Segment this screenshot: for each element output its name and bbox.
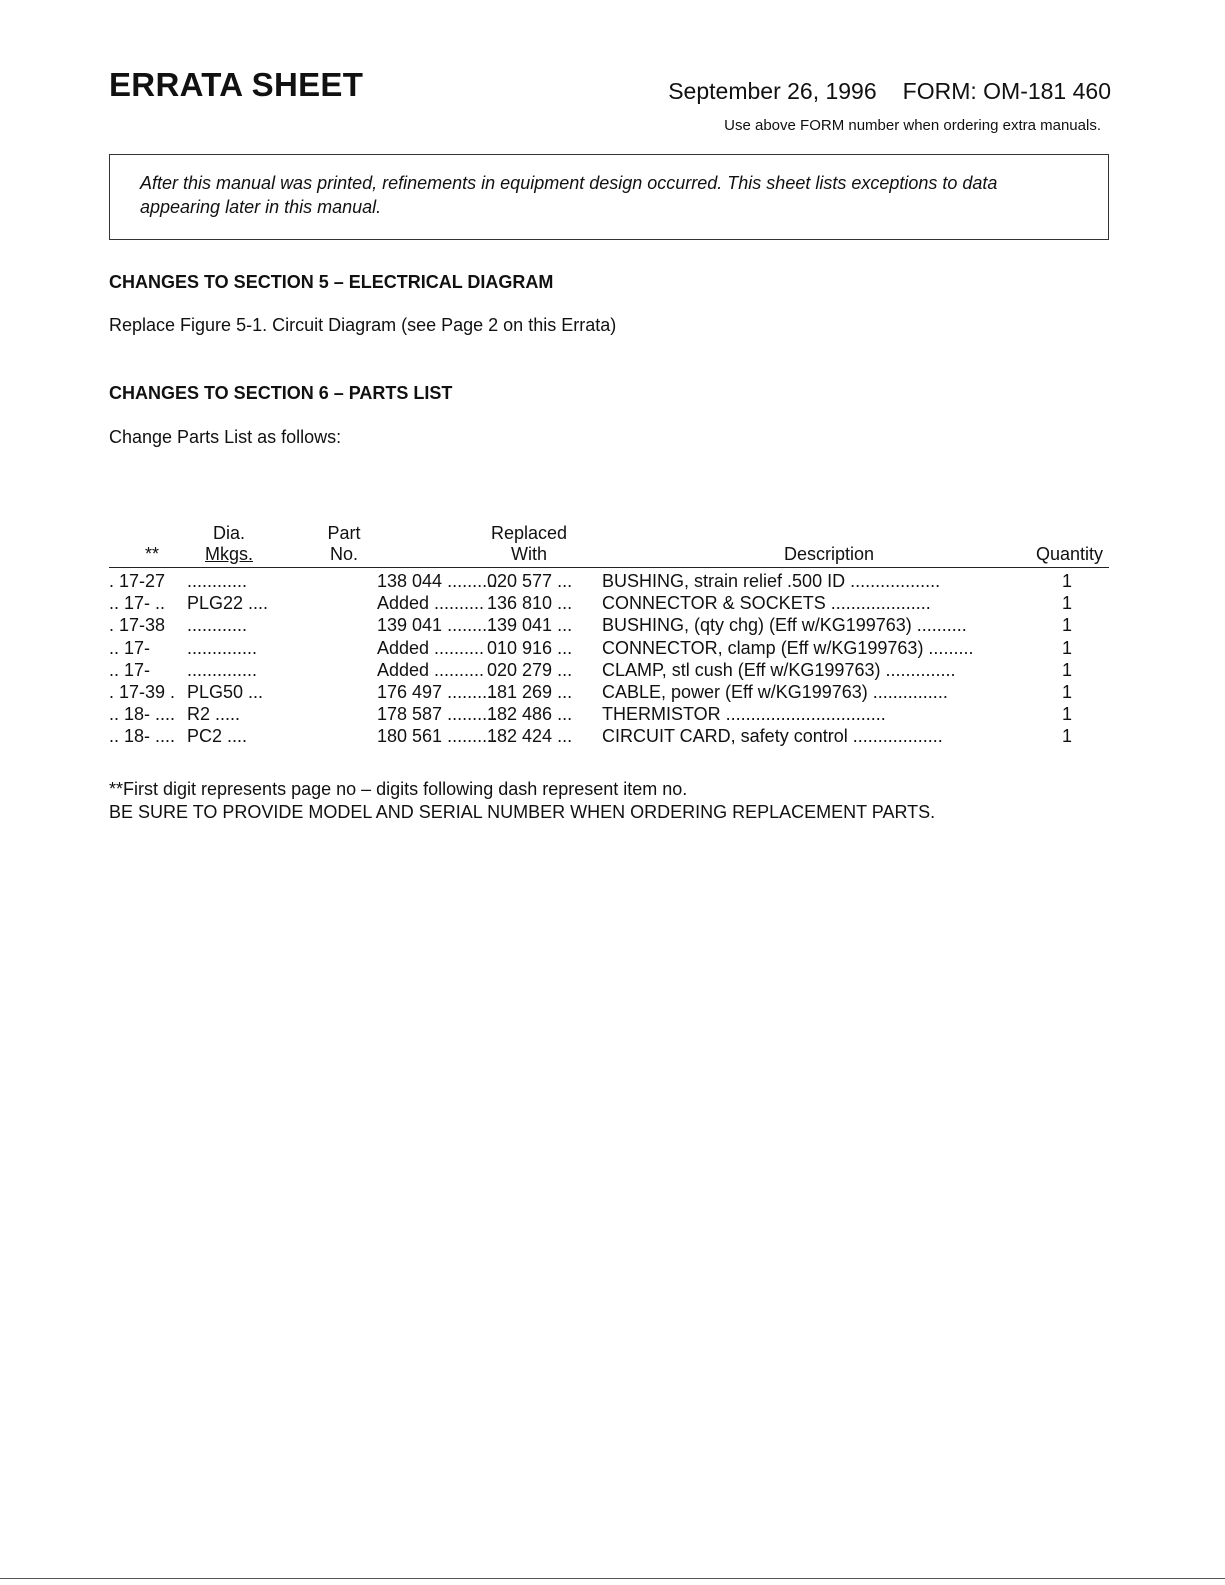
parts-table bbox=[109, 522, 1109, 748]
row-part-no: 176 497 .......... bbox=[377, 681, 498, 702]
section5-heading: CHANGES TO SECTION 5 – ELECTRICAL DIAGRAM bbox=[109, 272, 554, 292]
row-quantity: 1 bbox=[1062, 615, 1073, 636]
row-part-no: 138 044 .......... bbox=[377, 571, 498, 591]
row-description: CIRCUIT CARD, safety control .................. bbox=[602, 726, 943, 747]
table-row bbox=[109, 681, 1109, 703]
row-item: .. 17- bbox=[109, 659, 151, 680]
section5-text: Replace Figure 5-1. Circuit Diagram (see Page 2 on this Errata) bbox=[109, 315, 617, 335]
section6-text: Change Parts List as follows: bbox=[109, 427, 342, 447]
footnote-ordering-notice: BE SURE TO PROVIDE MODEL AND SERIAL NUMBER WHEN ORDERING REPLACEMENT PARTS. bbox=[109, 802, 936, 822]
row-quantity: 1 bbox=[1062, 659, 1073, 680]
header-dia-line2: Mkgs. bbox=[204, 544, 253, 564]
document-date: September 26, 1996 bbox=[668, 78, 877, 104]
row-part-no: Added .......... bbox=[377, 637, 485, 658]
header-replaced-with bbox=[474, 523, 584, 565]
row-quantity: 1 bbox=[1062, 637, 1073, 658]
row-item: .. 17- bbox=[109, 637, 151, 658]
header-part-no bbox=[304, 523, 384, 565]
row-description: BUSHING, (qty chg) (Eff w/KG199763) .......... bbox=[602, 615, 967, 636]
row-quantity: 1 bbox=[1062, 593, 1073, 614]
row-dia-mkgs: ............ bbox=[187, 615, 248, 636]
row-quantity: 1 bbox=[1062, 571, 1073, 591]
header-dia-line1: Dia. bbox=[212, 523, 245, 543]
parts-table-header bbox=[109, 522, 1109, 568]
footnotes bbox=[109, 778, 935, 824]
row-replaced-with: 010 916 ... bbox=[487, 637, 573, 658]
header-description: Description bbox=[783, 544, 875, 564]
row-quantity: 1 bbox=[1062, 681, 1073, 702]
row-replaced-with: 181 269 ... bbox=[487, 681, 573, 702]
row-description: CONNECTOR & SOCKETS .................... bbox=[602, 593, 931, 614]
row-item: . 17-39 . bbox=[109, 681, 176, 702]
parts-table-body bbox=[109, 568, 1109, 748]
page-bottom-rule bbox=[0, 1578, 1225, 1579]
header-part-line1: Part bbox=[327, 523, 361, 543]
row-description: BUSHING, strain relief .500 ID .................. bbox=[602, 571, 941, 591]
table-row bbox=[109, 637, 1109, 659]
row-replaced-with: 020 279 ... bbox=[487, 659, 573, 680]
table-row bbox=[109, 703, 1109, 725]
row-quantity: 1 bbox=[1062, 704, 1073, 725]
row-dia-mkgs: ............ bbox=[187, 571, 248, 591]
page-title: ERRATA SHEET bbox=[109, 66, 364, 103]
row-dia-mkgs: .............. bbox=[187, 637, 258, 658]
row-dia-mkgs: PLG50 ... bbox=[187, 681, 264, 702]
header-quantity: Quantity bbox=[1035, 544, 1103, 564]
row-description: THERMISTOR ................................ bbox=[602, 704, 886, 725]
row-replaced-with: 182 486 ... bbox=[487, 704, 573, 725]
header-meta bbox=[668, 78, 1111, 105]
row-dia-mkgs: .............. bbox=[187, 659, 258, 680]
table-row bbox=[109, 570, 1109, 592]
row-item: . 17-38 bbox=[109, 615, 166, 636]
row-part-no: 180 561 .......... bbox=[377, 726, 498, 747]
form-number: FORM: OM-181 460 bbox=[902, 78, 1111, 104]
section6-heading: CHANGES TO SECTION 6 – PARTS LIST bbox=[109, 383, 453, 403]
row-dia-mkgs: PC2 .... bbox=[187, 726, 248, 747]
header-replaced-line2: With bbox=[511, 544, 547, 564]
row-part-no: 139 041 .......... bbox=[377, 615, 498, 636]
row-item: .. 18- .... bbox=[109, 704, 176, 725]
row-description: CABLE, power (Eff w/KG199763) ............... bbox=[602, 681, 948, 702]
row-replaced-with: 182 424 ... bbox=[487, 726, 573, 747]
notice-box bbox=[109, 154, 1109, 240]
notice-text: After this manual was printed, refinements in equipment design occurred. This sheet lists exceptions to data appearing later in this manual. bbox=[140, 173, 998, 217]
row-replaced-with: 136 810 ... bbox=[487, 593, 573, 614]
row-dia-mkgs: R2 ..... bbox=[187, 704, 241, 725]
form-number-note: Use above FORM number when ordering extra manuals. bbox=[724, 117, 1101, 134]
row-part-no: Added .......... bbox=[377, 659, 485, 680]
footnote-item-numbering: **First digit represents page no – digits following dash represent item no. bbox=[109, 779, 688, 799]
row-item: . 17-27 bbox=[109, 571, 166, 591]
row-replaced-with: 020 577 ... bbox=[487, 571, 573, 591]
header-replaced-line1: Replaced bbox=[490, 523, 568, 543]
row-item: .. 18- .... bbox=[109, 726, 176, 747]
row-description: CONNECTOR, clamp (Eff w/KG199763) ......... bbox=[602, 637, 974, 658]
header-part-line2: No. bbox=[329, 544, 358, 564]
row-replaced-with: 139 041 ... bbox=[487, 615, 573, 636]
header-dia-mkgs bbox=[189, 523, 269, 565]
row-item: .. 17- .. bbox=[109, 593, 166, 614]
row-description: CLAMP, stl cush (Eff w/KG199763) .............. bbox=[602, 659, 956, 680]
row-dia-mkgs: PLG22 .... bbox=[187, 593, 269, 614]
header-stars: ** bbox=[144, 544, 159, 564]
table-row bbox=[109, 592, 1109, 614]
row-quantity: 1 bbox=[1062, 726, 1073, 747]
row-part-no: 178 587 .......... bbox=[377, 704, 498, 725]
row-part-no: Added .......... bbox=[377, 593, 485, 614]
table-row bbox=[109, 659, 1109, 681]
table-row bbox=[109, 614, 1109, 636]
table-row bbox=[109, 725, 1109, 747]
